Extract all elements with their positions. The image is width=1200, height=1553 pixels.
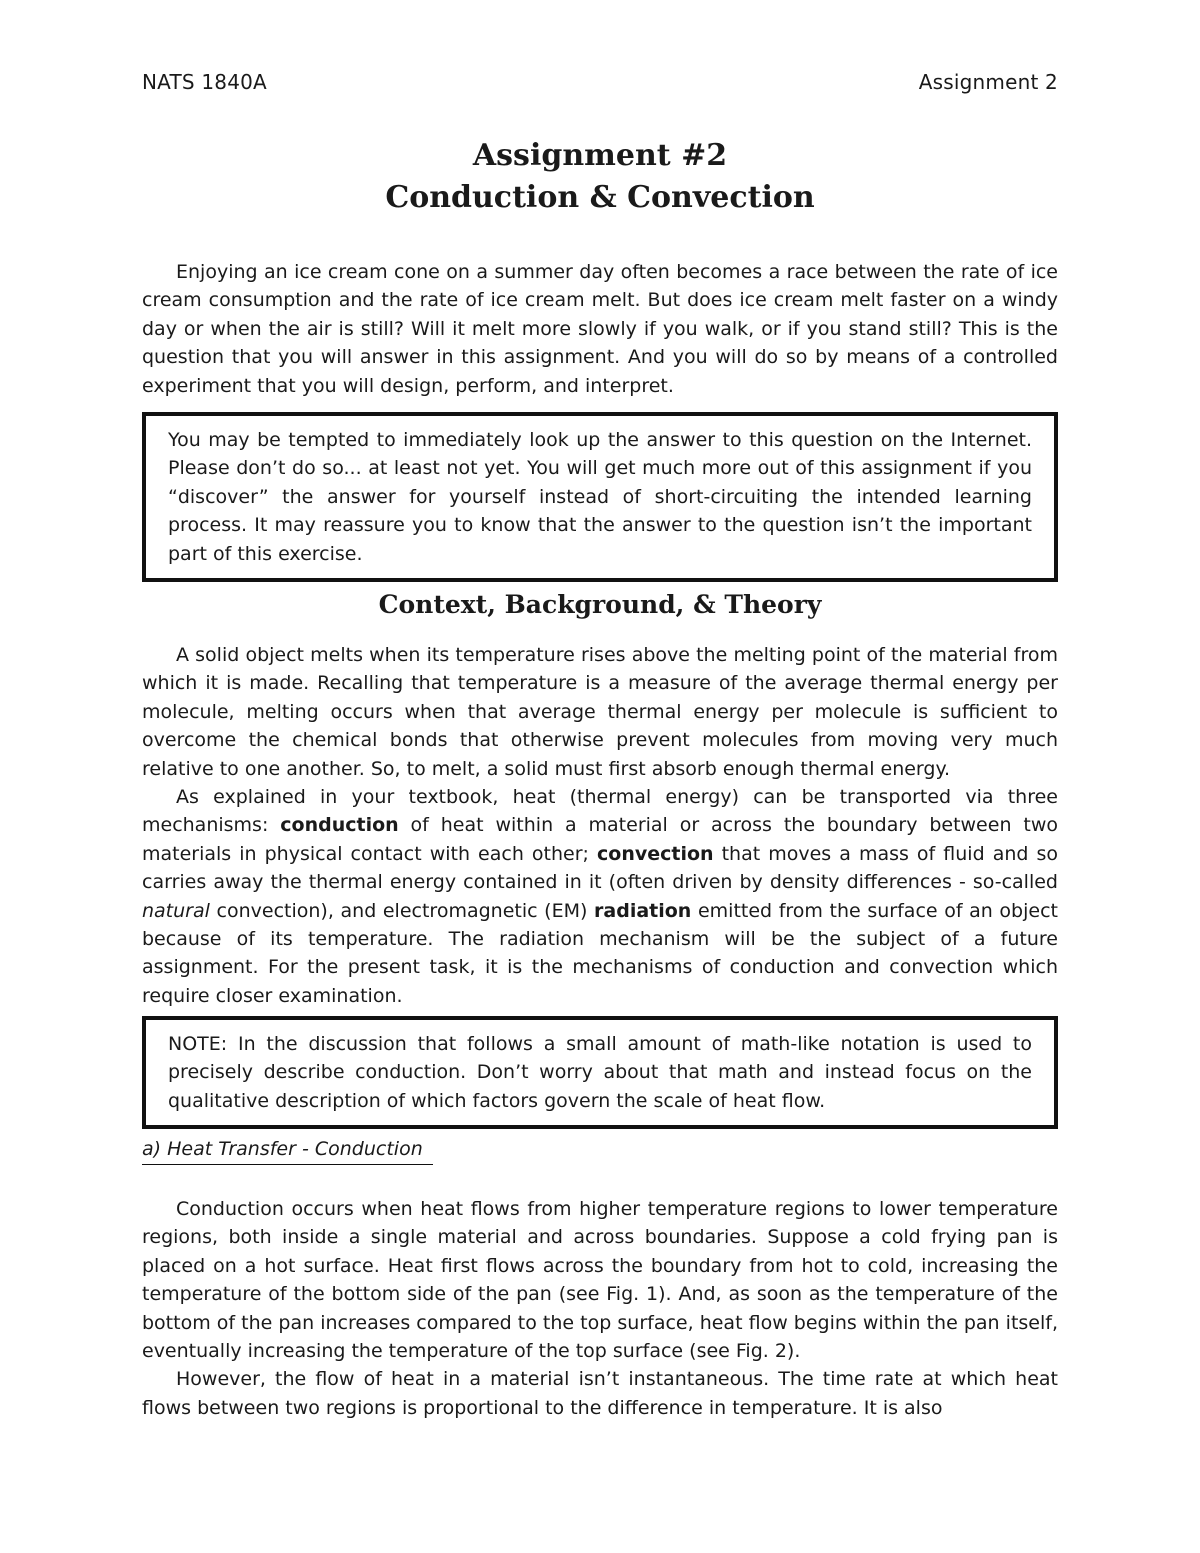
- background-section: [142, 641, 1058, 1010]
- document-title: [142, 135, 1058, 219]
- para-text: convection), and electromagnetic (EM): [209, 899, 595, 922]
- callout-box-note: [142, 1016, 1058, 1129]
- course-code: NATS 1840A: [142, 70, 267, 94]
- conduction-paragraph-2: However, the flow of heat in a material isn’t instantaneous. The time rate at which heat flows between two regions is proportional to the difference in temperature. It is also: [142, 1368, 1058, 1419]
- conduction-paragraph-1: Conduction occurs when heat flows from higher temperature regions to lower temperature regions, both inside a single material and across boundaries. Suppose a cold frying pan is placed on a hot surface. Heat first flows across the boundary from hot to cold, increasing the temperature of the bottom side of the pan (see Fig. 1). And, as soon as the temperature of the bottom of the pan increases compared to the top surface, heat flow begins within the pan itself, eventually increasing the temperature of the top surface (see Fig. 2).: [142, 1198, 1058, 1363]
- term-conduction: conduction: [280, 814, 399, 837]
- para-text: of heat within a material or across the boundary between two materials in physical contact with each other;: [142, 814, 1058, 865]
- intro-paragraph: Enjoying an ice cream cone on a summer day often becomes a race between the rate of ice cream consumption and the rate of ice cream melt. But does ice cream melt faster on a windy day or when the air is still? Will it melt more slowly if you walk, or if you stand still? This is the question that you will answer in this assignment. And you will do so by means of a controlled experiment that you will design, perform, and interpret.: [142, 261, 1058, 397]
- para-text: emitted from the surface of an object because of its temperature. The radiation mechanism will be the subject of a future assignment. For the present task, it is the mechanisms of conduction and convection which require closer examination.: [142, 899, 1058, 1007]
- background-paragraph-2: [142, 783, 1058, 1010]
- running-header: Assignment 2: [918, 70, 1058, 94]
- term-radiation: radiation: [594, 899, 692, 922]
- subsection-heading: a) Heat Transfer - Conduction: [142, 1138, 433, 1165]
- callout-box-internet: [142, 412, 1058, 582]
- para-text: As explained in your textbook, heat (thermal energy) can be transported via three mechanisms:: [142, 786, 1058, 837]
- note-text: NOTE: In the discussion that follows a small amount of math-like notation is used to precisely describe conduction. Don’t worry about that math and instead focus on the qualitative description of which factors govern the scale of heat flow.: [168, 1033, 1032, 1112]
- term-natural: natural: [142, 899, 210, 922]
- background-paragraph-1: A solid object melts when its temperature rises above the melting point of the material from which it is made. Recalling that temperature is a measure of the average thermal energy per molecule, melting occurs when that average thermal energy per molecule is sufficient to overcome the chemical bonds that otherwise prevent molecules from moving very much relative to one another. So, to melt, a solid must first absorb enough thermal energy.: [142, 644, 1058, 780]
- section-heading: Context, Background, & Theory: [378, 590, 822, 619]
- title-line-1: Assignment #2: [472, 138, 728, 173]
- term-convection: convection: [597, 842, 714, 865]
- conduction-section: [142, 1195, 1058, 1422]
- callout-text: You may be tempted to immediately look up the answer to this question on the Internet. Please don’t do so... at least not yet. You will get much more out of this assignment if you “discover” the answer for yourself instead of short-circuiting the intended learning process. It may reassure you to know that the answer to the question isn’t the important part of this exercise.: [168, 429, 1032, 565]
- intro-section: [142, 258, 1058, 400]
- para-text: that moves a mass of fluid and so carries away the thermal energy contained in it (often driven by density differences - so-called: [142, 842, 1059, 894]
- title-line-2: Conduction & Convection: [385, 180, 815, 215]
